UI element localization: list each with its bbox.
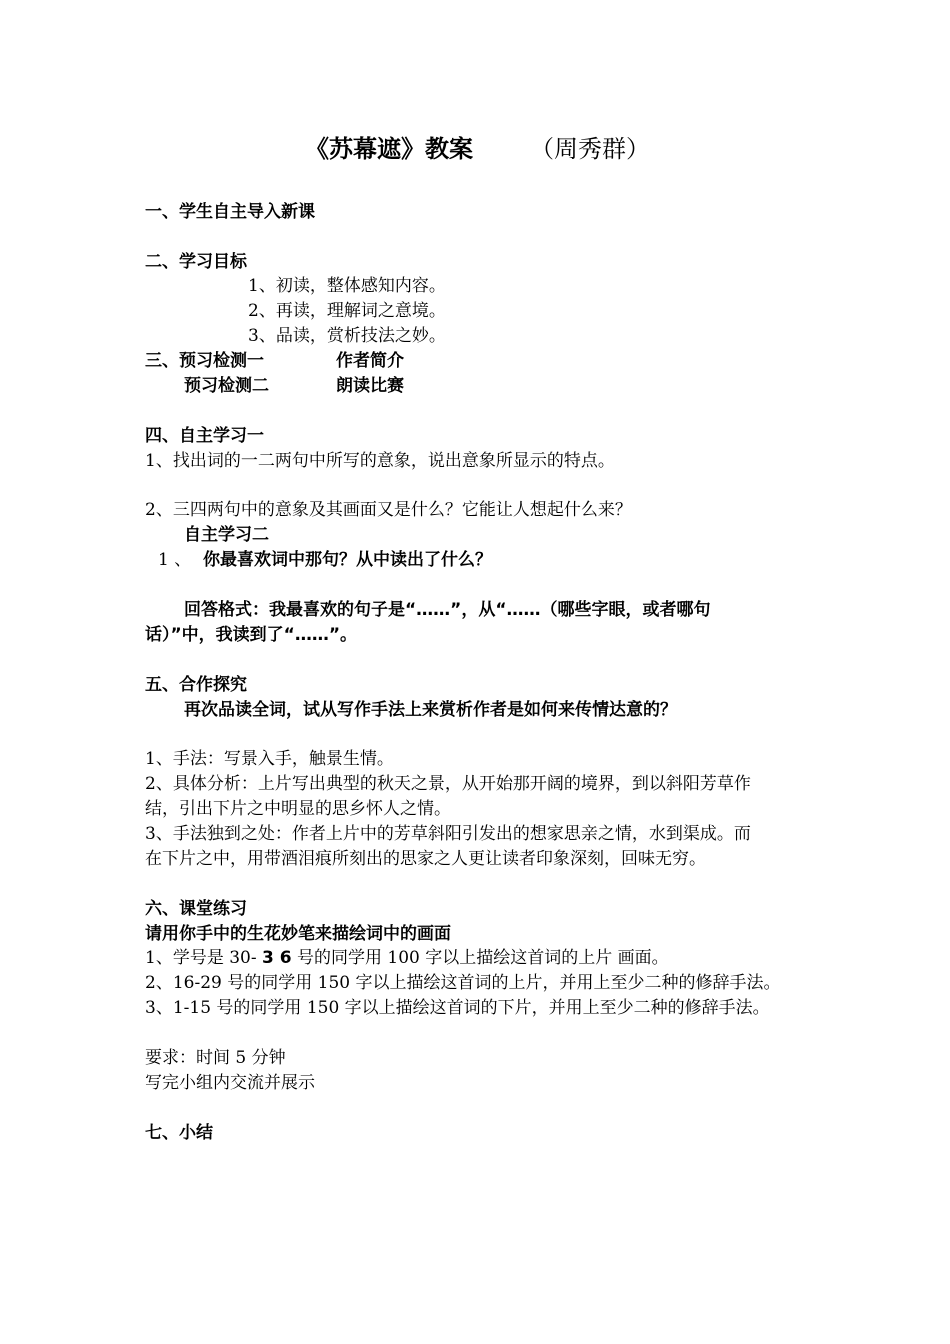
study-question-2: 2、三四两句中的意象及其画面又是什么？它能让人想起什么来？ xyxy=(145,500,632,520)
analysis-point-2-line-2: 结，引出下片之中明显的思乡怀人之情。 xyxy=(145,799,451,819)
exercise-item-3: 3、1-15 号的同学用 150 字以上描绘这首词的下片，并用上至少二种的修辞手法。 xyxy=(145,998,770,1018)
exercise-item-1-number: 3 6 xyxy=(262,948,292,968)
answer-format-line-1: 回答格式：我最喜欢的句子是“……”，从“……（哪些字眼，或者哪句 xyxy=(184,600,711,620)
exercise-task: 请用你手中的生花妙笔来描绘词中的画面 xyxy=(145,924,451,944)
section-5-heading: 五、合作探究 xyxy=(145,675,247,695)
preview-check-2-label: 预习检测二 xyxy=(184,376,269,396)
answer-format-line-2: 话）”中，我读到了“……”。 xyxy=(145,625,358,645)
study-question-1: 1、找出词的一二两句中所写的意象，说出意象所显示的特点。 xyxy=(145,451,615,471)
section-7-heading: 七、小结 xyxy=(145,1123,213,1143)
objective-item: 2、再读，理解词之意境。 xyxy=(248,301,446,321)
analysis-point-2-line-1: 2、具体分析：上片写出典型的秋天之景，从开始那开阔的境界，到以斜阳芳草作 xyxy=(145,774,751,794)
objective-item: 3、品读，赏析技法之妙。 xyxy=(248,326,446,346)
exercise-item-1-end: 号的同学用 100 字以上描绘这首词的上片 画面。 xyxy=(291,948,669,968)
section-4-heading: 四、自主学习一 xyxy=(145,426,264,446)
page-title: 《苏幕遮》教案 xyxy=(305,135,473,163)
preview-check-1-topic: 作者简介 xyxy=(336,351,404,371)
preview-check-2-topic: 朗读比赛 xyxy=(336,376,404,396)
cooperative-prompt: 再次品读全词，试从写作手法上来赏析作者是如何来传情达意的？ xyxy=(184,700,677,720)
section-3-heading: 三、预习检测一 xyxy=(145,351,264,371)
objective-item: 1、初读，整体感知内容。 xyxy=(248,276,446,296)
section-2-heading: 二、学习目标 xyxy=(145,252,247,272)
exercise-item-1-start: 1、学号是 30- xyxy=(145,948,262,968)
analysis-point-1: 1、手法：写景入手，触景生情。 xyxy=(145,749,394,769)
section-6-heading: 六、课堂练习 xyxy=(145,899,247,919)
study-question-3: 你最喜欢词中那句？从中读出了什么？ xyxy=(203,550,492,570)
analysis-point-3-line-2: 在下片之中，用带酒泪痕所刻出的思家之人更让读者印象深刻，回味无穷。 xyxy=(145,849,706,869)
analysis-point-3-line-1: 3、手法独到之处：作者上片中的芳草斜阳引发出的想家思亲之情，水到渠成。而 xyxy=(145,824,751,844)
author-name: （周秀群） xyxy=(530,135,650,163)
exercise-item-2: 2、16-29 号的同学用 150 字以上描绘这首词的上片，并用上至少二种的修辞手法。 xyxy=(145,973,781,993)
requirement-line-1: 要求：时间 5 分钟 xyxy=(145,1048,286,1068)
requirement-line-2: 写完小组内交流并展示 xyxy=(145,1073,315,1093)
self-study-2-label: 自主学习二 xyxy=(184,525,269,545)
section-1-heading: 一、学生自主导入新课 xyxy=(145,202,315,222)
exercise-item-1 xyxy=(145,946,669,970)
study-question-3-number: 1 、 xyxy=(158,550,192,570)
